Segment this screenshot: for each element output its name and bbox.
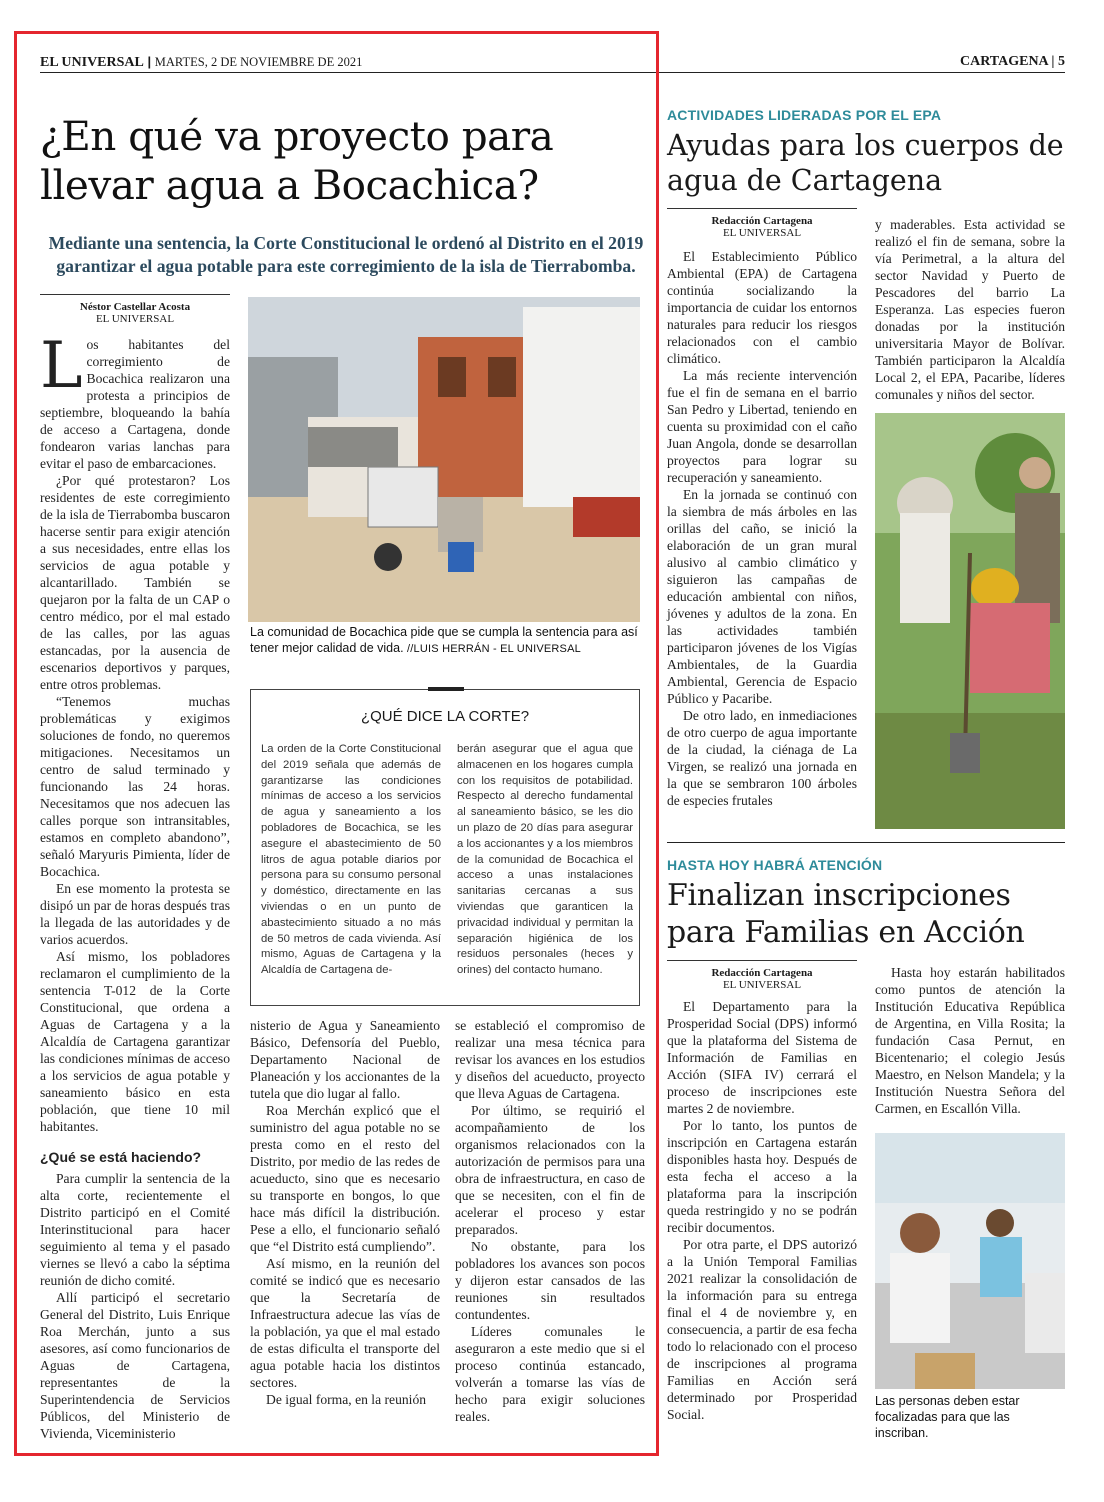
photo-caption [250, 624, 640, 657]
epa-author: Redacción Cartagena [711, 215, 813, 227]
page-header: EL UNIVERSAL | MARTES, 2 DE NOVIEMBRE DE 2021 CARTAGENA | 5 [40, 54, 1065, 70]
paragraph: ¿Por qué protestaron? Los residentes de este corregimiento de la isla de Tierrabomba buscaron hacerse sentir para exigir atención a sus necesidades, entre ellas los servicios de agua potable y alcantarillado. También se quejaron por la falta de un CAP o centro médico, por el mal estado de las calles, por las aguas estancadas, por la ausencia de escenarios deportivos y parques, entre otros problemas. [40, 473, 230, 692]
dps-byline [667, 960, 857, 991]
main-subheadline: Mediante una sentencia, la Corte Constitucional le ordenó al Distrito en el 2019 garantizar el agua potable para este corregimiento de la isla de Tierrabomba. [48, 233, 644, 276]
dps-outlet: EL UNIVERSAL [722, 979, 802, 991]
epa-divider [667, 842, 1065, 843]
caption-text: La comunidad de Bocachica pide que se cumpla la sentencia para así tener mejor calidad de vida. [250, 625, 638, 655]
box-tab [428, 687, 464, 691]
dps-kicker: HASTA HOY HABRÁ ATENCIÓN [667, 857, 883, 873]
paragraph: Así mismo, en la reunión del comité se indicó que es necesario que la Secretaría de Infraestructura adecue las vías de la población, ya que el mal estado de estas dificulta el transporte del agua potable hacia los distintos sectores. [250, 1256, 440, 1390]
main-column-2 [250, 1017, 440, 1408]
paragraph: Allí participó el secretario General del Distrito, Luis Enrique Roa Merchán, junto a sus asesores, así como funcionarios de Aguas de Cartagena, representantes de la Superintendencia de Servicios Públicos, del Ministerio de Vivienda, Viceministerio [40, 1290, 230, 1441]
page-number: 5 [1058, 54, 1065, 69]
main-byline [40, 294, 230, 325]
epa-kicker: ACTIVIDADES LIDERADAS POR EL EPA [667, 107, 942, 123]
epa-outlet: EL UNIVERSAL [722, 227, 802, 239]
box-column-1: La orden de la Corte Constitucional del 2019 señala que además de garantizarse las condiciones mínimas de acceso a los servicios de agua y saneamiento a los pobladores de Bocachica, se les asegure el abastecimiento de 50 litros de agua potable diarios por persona para su consumo personal y doméstico, directamente en las viviendas o en un punto de abastecimiento situado a no más de 50 metros de cada vivienda. Así mismo, Aguas de Cartagena y la Alcaldía de Cartagena de- [261, 743, 441, 977]
paragraph: Por lo tanto, los puntos de inscripción en Cartagena estarán disponibles hasta hoy. Después de esta fecha el acceso a la plataforma para la inscripción queda restringido y no se podrán recibir documentos. [667, 1118, 857, 1235]
brand-name: EL UNIVERSAL [40, 55, 144, 70]
paragraph: Roa Merchán explicó que el suministro del agua potable no se presta como en el resto del Distrito, por medio de las redes de acueducto, sino que es necesario su transporte en bongos, lo que hace más difícil la distribución. Pese a ello, el funcionario señaló que “el Distrito está cumpliendo”. [250, 1103, 440, 1254]
box-column-2: berán asegurar que el agua que almacenen en los hogares cumpla con los requisitos de potabilidad. Respecto al derecho fundamental al saneamiento básico, se les dio un plazo de 20 días para asegurar a los accionantes y a los miembros de la comunidad de Bocachica el acceso a unas instalaciones sanitarias cercanas a sus viviendas que garanticen la privacidad individual y permitan la separación higiénica de los residuos personales (heces y orines) del contacto humano. [457, 743, 633, 977]
epa-column-2 [875, 216, 1065, 403]
paragraph: Así mismo, los pobladores reclamaron el cumplimiento de la sentencia T-012 de la Corte Constitucional, que ordena a Aguas de Cartagena y a la Alcaldía de Cartagena garantizar las condiciones mínimas de acceso a los servicios de agua potable y saneamiento básico en esta población, que tiene 10 mil habitantes. [40, 949, 230, 1134]
paragraph: En ese momento la protesta se disipó un par de horas después tras la llegada de las autoridades y de varios acuerdos. [40, 881, 230, 947]
box-title: ¿QUÉ DICE LA CORTE? [360, 708, 530, 725]
paragraph: La más reciente intervención fue el fin de semana en el barrio San Pedro y Libertad, teniendo en cuenta su proximidad con el caño Juan Angola, donde se desarrollan proyectos para lograr su recuperación y saneamiento. [667, 368, 857, 485]
paragraph: se estableció el compromiso de realizar una mesa técnica para revisar los avances en los estudios y diseños del acueducto, proyecto que lleva Aguas de Cartagena. [455, 1018, 645, 1101]
main-headline: ¿En qué va proyecto para llevar agua a Bocachica? [40, 112, 554, 209]
author-outlet: EL UNIVERSAL [95, 313, 175, 325]
paragraph: Por otra parte, el DPS autorizó a la Unión Temporal Familias 2021 realizar la consolidación de la información para su entrega final el 4 de noviembre y, en consecuencia, a partir de esa fecha todo lo relacionado con el proceso de inscripciones al programa Familias en Acción será determinado por Prosperidad Social. [667, 1237, 857, 1422]
paragraph: y maderables. Esta actividad se realizó el fin de semana, sobre la vía Perimetral, a la altura del sector Navidad y Puerto de Pescadores del barrio La Esperanza. Las especies fueron donadas por la institución universitaria Mayor de Bolívar. También participaron la Alcaldía Local 2, el EPA, Pacaribe, líderes comunales y niños del sector. [875, 217, 1065, 402]
edition-date: MARTES, 2 DE NOVIEMBRE DE 2021 [154, 55, 363, 69]
photo-credit: //LUIS HERRÁN - EL UNIVERSAL [407, 643, 581, 655]
paragraph: No obstante, para los pobladores los avances son pocos y dijeron estar cansados de las reuniones sin resultados contundentes. [455, 1239, 645, 1322]
court-box [250, 689, 640, 1006]
main-column-1 [40, 329, 230, 1442]
paragraph: nisterio de Agua y Saneamiento Básico, Defensoría del Pueblo, Departamento Nacional de Planeación y los accionantes de la tutela que dio lugar al fallo. [250, 1018, 440, 1101]
paragraph: “Tenemos muchas problemáticas y exigimos soluciones de fondo, no queremos mitigaciones. Necesitamos un centro de salud terminado y funcionando las 24 horas. Necesitamos que nos adecuen las calles porque son intransitables, estamos en completo abandono”, señaló Maryuris Pimienta, líder de Bocachica. [40, 694, 230, 879]
dps-photo-caption: Las personas deben estar focalizadas para que las inscriban. [875, 1394, 1020, 1440]
tree-planting-photo [875, 413, 1065, 829]
registration-photo [875, 1133, 1065, 1389]
paragraph: En la jornada se continuó con la siembra de más árboles en las orillas del caño, se inició la elaboración de un gran mural alusivo al cambio climático y siguieron las campañas de educación ambiental con niños, jóvenes y adultos de la zona. En las actividades también participaron jóvenes de los Vigías Ambientales, de la Guardia Ambiental, Gerencia de Espacio Público y Pacaribe. [667, 487, 857, 706]
author-name: Néstor Castellar Acosta [79, 301, 191, 313]
paragraph: Para cumplir la sentencia de la alta corte, recientemente el Distrito participó en el Comité Interinstitucional para hacer seguimiento al tema y el pasado viernes se llevó a cabo la séptima reunión de dicho comité. [40, 1171, 230, 1288]
dps-headline: Finalizan inscripciones para Familias en Acción [667, 878, 1025, 950]
paragraph: Líderes comunales le aseguraron a este medio que si el proceso continúa estancado, volverán a tomarse las vías de hecho para exigir soluciones reales. [455, 1324, 645, 1424]
section-name: CARTAGENA [959, 54, 1048, 69]
section-subhead: ¿Qué se está haciendo? [40, 1149, 202, 1165]
epa-headline: Ayudas para los cuerpos de agua de Cartagena [667, 129, 1064, 197]
paragraph: Por último, se requirió el acompañamiento de los organismos relacionados con la autorización de permisos para una obra de infraestructura, en caso de que se necesiten, con el fin de acelerar el proceso y estar preparados. [455, 1103, 645, 1237]
dps-column-2 [875, 964, 1065, 1117]
main-column-3 [455, 1017, 645, 1425]
bocachica-photo [248, 297, 640, 622]
paragraph: El Departamento para la Prosperidad Social (DPS) informó que la plataforma del Sistema de Información de Familias en Acción (SIFA IV) cerrará el proceso de inscripciones este martes 2 de noviembre. [667, 999, 857, 1116]
dps-author: Redacción Cartagena [711, 967, 813, 979]
paragraph: Hasta hoy estarán habilitados como puntos de atención la Institución Educativa República de Argentina, en Villa Rosita; la fundación Casa Pernut, en Bicentenario; el colegio Jesús Maestro, en Nelson Mandela; y la Institución Nuestra Señora del Carmen, en Escallón Villa. [875, 965, 1065, 1116]
paragraph: os habitantes del corregimiento de Bocachica realizaron una protesta a principios de septiembre, bloqueando la bahía de acceso a Cartagena, donde fondearon varias lanchas para evitar el paso de embarcaciones. [40, 337, 230, 471]
paragraph: El Establecimiento Público Ambiental (EPA) de Cartagena continúa socializando la importancia de cuidar los entornos naturales para reducir los riesgos relacionados con el cambio climático. [667, 249, 857, 366]
epa-byline [667, 208, 857, 239]
dps-column-1 [667, 998, 857, 1423]
epa-column-1 [667, 248, 857, 809]
paragraph: De igual forma, en la reunión [266, 1392, 427, 1407]
drop-cap: L [40, 329, 83, 403]
paragraph: De otro lado, en inmediaciones de otro cuerpo de agua importante de la ciudad, la ciénaga de La Virgen, se realizó una jornada en la que se sembraron 100 árboles de especies frutales [667, 708, 857, 808]
